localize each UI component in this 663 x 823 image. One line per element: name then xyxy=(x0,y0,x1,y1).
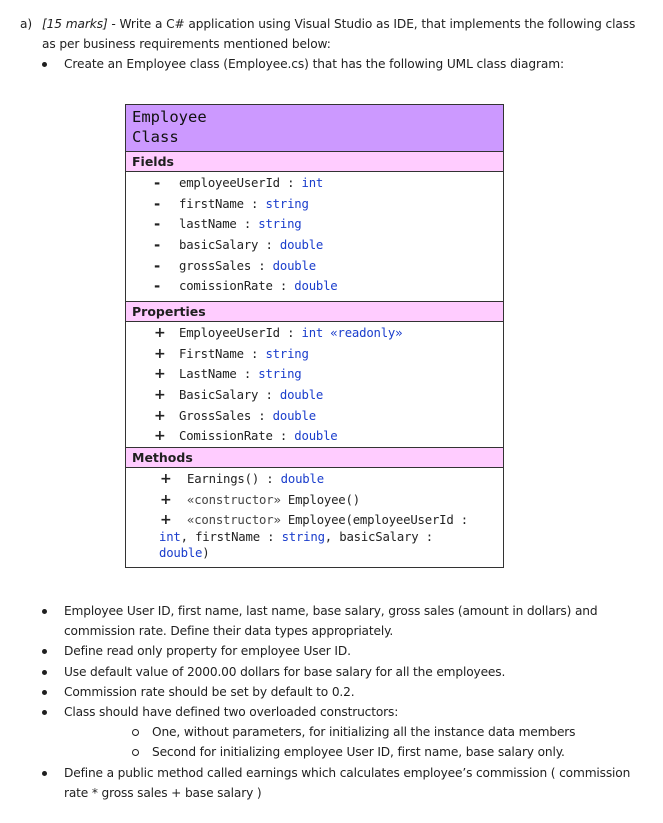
methods-heading: Methods xyxy=(126,448,503,468)
method-row-default-constructor xyxy=(126,490,503,511)
field-name: comissionRate xyxy=(179,279,273,294)
public-marker: + xyxy=(160,471,172,487)
property-name: FirstName xyxy=(179,346,244,361)
constructor-params xyxy=(126,530,503,561)
param-type: double xyxy=(159,545,203,560)
field-name: firstName xyxy=(179,196,244,211)
question-marks: [15 marks] xyxy=(42,17,108,31)
intro-text-1: - Write a C# application using Visual Studio as IDE, that implements the following class xyxy=(107,17,636,31)
bullet-icon xyxy=(42,690,47,695)
requirement-item xyxy=(20,763,640,803)
bullet-icon xyxy=(42,649,47,654)
sub-requirement-text: Second for initializing employee User ID, first name, base salary only. xyxy=(152,745,565,760)
requirement-text: commission rate. Define their data types appropriately. xyxy=(64,624,394,639)
field-row: - grossSales : double xyxy=(154,256,316,275)
field-row: - comissionRate : double xyxy=(154,277,338,296)
param-colon: : xyxy=(425,530,433,545)
field-row: - basicSalary : double xyxy=(154,236,324,255)
private-marker: - xyxy=(154,174,161,192)
bullet-icon xyxy=(42,710,47,715)
requirement-item xyxy=(20,702,640,722)
bullet-icon xyxy=(42,609,47,614)
intro-line-1 xyxy=(20,14,640,34)
param-name: basicSalary xyxy=(339,530,419,545)
field-name: grossSales xyxy=(179,258,252,273)
intro-line-2: as per business requirements mentioned below: xyxy=(42,37,331,51)
uml-title-line-1: Employee xyxy=(132,108,207,126)
question-number: a) xyxy=(20,17,33,31)
property-row: + LastName : string xyxy=(126,364,503,385)
hollow-bullet-icon xyxy=(132,749,139,756)
public-marker: + xyxy=(154,366,166,383)
hollow-bullet-icon xyxy=(132,729,139,736)
property-type: string xyxy=(265,346,309,361)
property-name: EmployeeUserId xyxy=(179,326,280,340)
public-marker: + xyxy=(154,325,166,341)
fields-heading: Fields xyxy=(126,152,503,172)
sub-requirement-text: One, without parameters, for initializing all the instance data members xyxy=(152,725,576,740)
sub-requirement-item xyxy=(20,722,640,742)
requirement-item xyxy=(20,641,640,661)
constructor-stereotype: «constructor» xyxy=(187,513,281,528)
property-type: string xyxy=(258,367,302,382)
private-marker: - xyxy=(154,194,161,213)
property-type: double xyxy=(272,408,316,423)
requirement-item xyxy=(20,601,640,641)
public-marker: + xyxy=(154,428,166,445)
fields-section xyxy=(126,172,503,302)
property-type: double xyxy=(294,429,338,444)
requirement-text: Define read only property for employee User ID. xyxy=(64,644,351,659)
property-name: ComissionRate xyxy=(179,429,273,444)
private-marker: - xyxy=(154,277,161,296)
public-marker: + xyxy=(154,345,166,362)
sub-requirement-item xyxy=(20,742,640,762)
field-name: basicSalary xyxy=(179,238,259,253)
properties-heading: Properties xyxy=(126,302,503,322)
param-type: int xyxy=(159,530,181,545)
bullet-icon xyxy=(42,670,47,675)
private-marker: - xyxy=(154,236,161,255)
field-row: - lastName : string xyxy=(154,215,302,234)
field-name: employeeUserId xyxy=(179,176,280,190)
property-row: + BasicSalary : double xyxy=(126,385,503,406)
intro-bullet xyxy=(20,54,640,74)
param-name: firstName xyxy=(195,530,260,545)
properties-section xyxy=(126,322,503,448)
public-marker: + xyxy=(160,512,172,529)
intro-bullet-text: Create an Employee class (Employee.cs) that has the following UML class diagram: xyxy=(64,57,565,71)
property-row: + GrossSales : double xyxy=(126,406,503,427)
method-row-param-constructor xyxy=(126,510,503,561)
constructor-stereotype: «constructor» xyxy=(187,492,281,507)
field-row: - firstName : string xyxy=(154,194,309,213)
field-row: - employeeUserId : int xyxy=(154,174,324,192)
methods-section xyxy=(126,468,503,567)
requirement-text: rate * gross sales + base salary ) xyxy=(64,785,262,800)
method-name: Employee() xyxy=(287,492,360,507)
property-row: + FirstName : string xyxy=(126,344,503,365)
param-comma: , xyxy=(180,530,188,545)
public-marker: + xyxy=(160,491,172,508)
public-marker: + xyxy=(154,387,166,404)
requirement-text: Class should have defined two overloaded constructors: xyxy=(64,705,399,720)
requirement-text: Define a public method called earnings which calculates employee’s commission ( commission xyxy=(64,765,631,780)
method-row-earnings: + Earnings() : double xyxy=(126,469,503,490)
question-intro xyxy=(20,14,640,74)
property-type: int «readonly» xyxy=(301,326,403,340)
requirement-item xyxy=(20,682,640,702)
requirements-list xyxy=(20,601,640,803)
field-type: string xyxy=(258,217,302,232)
bullet-icon xyxy=(42,62,47,67)
property-row: + ComissionRate : double xyxy=(126,426,503,447)
method-name: Employee(employeeUserId xyxy=(287,513,454,528)
param-colon: : xyxy=(267,530,275,545)
property-name: BasicSalary xyxy=(179,388,259,403)
field-type: int xyxy=(301,176,324,190)
requirement-text: Use default value of 2000.00 dollars for base salary for all the employees. xyxy=(64,664,506,679)
field-name: lastName xyxy=(179,217,237,232)
requirement-item xyxy=(20,662,640,682)
requirement-text: Commission rate should be set by default to 0.2. xyxy=(64,684,355,699)
bullet-icon xyxy=(42,771,47,776)
param-type: string xyxy=(281,530,325,545)
method-return-type: double xyxy=(280,472,324,486)
private-marker: - xyxy=(154,215,161,234)
field-type: string xyxy=(265,196,309,211)
uml-class-title xyxy=(126,105,503,152)
field-type: double xyxy=(294,279,338,294)
private-marker: - xyxy=(154,256,161,275)
field-type: double xyxy=(272,258,316,273)
property-name: LastName xyxy=(179,367,237,382)
field-type: double xyxy=(279,238,324,253)
property-name: GrossSales xyxy=(179,408,252,423)
param-comma: , xyxy=(324,530,333,545)
method-name: Earnings() xyxy=(187,472,260,486)
close-paren: ) xyxy=(202,545,210,560)
property-type: double xyxy=(279,388,324,403)
param-colon: : xyxy=(460,513,468,528)
property-row: + EmployeeUserId : int «readonly» xyxy=(126,323,503,344)
uml-title-line-2: Class xyxy=(132,128,179,146)
requirement-text: Employee User ID, first name, last name, base salary, gross sales (amount in dollars) and xyxy=(64,604,598,618)
public-marker: + xyxy=(154,407,166,424)
uml-class-diagram xyxy=(125,104,504,568)
